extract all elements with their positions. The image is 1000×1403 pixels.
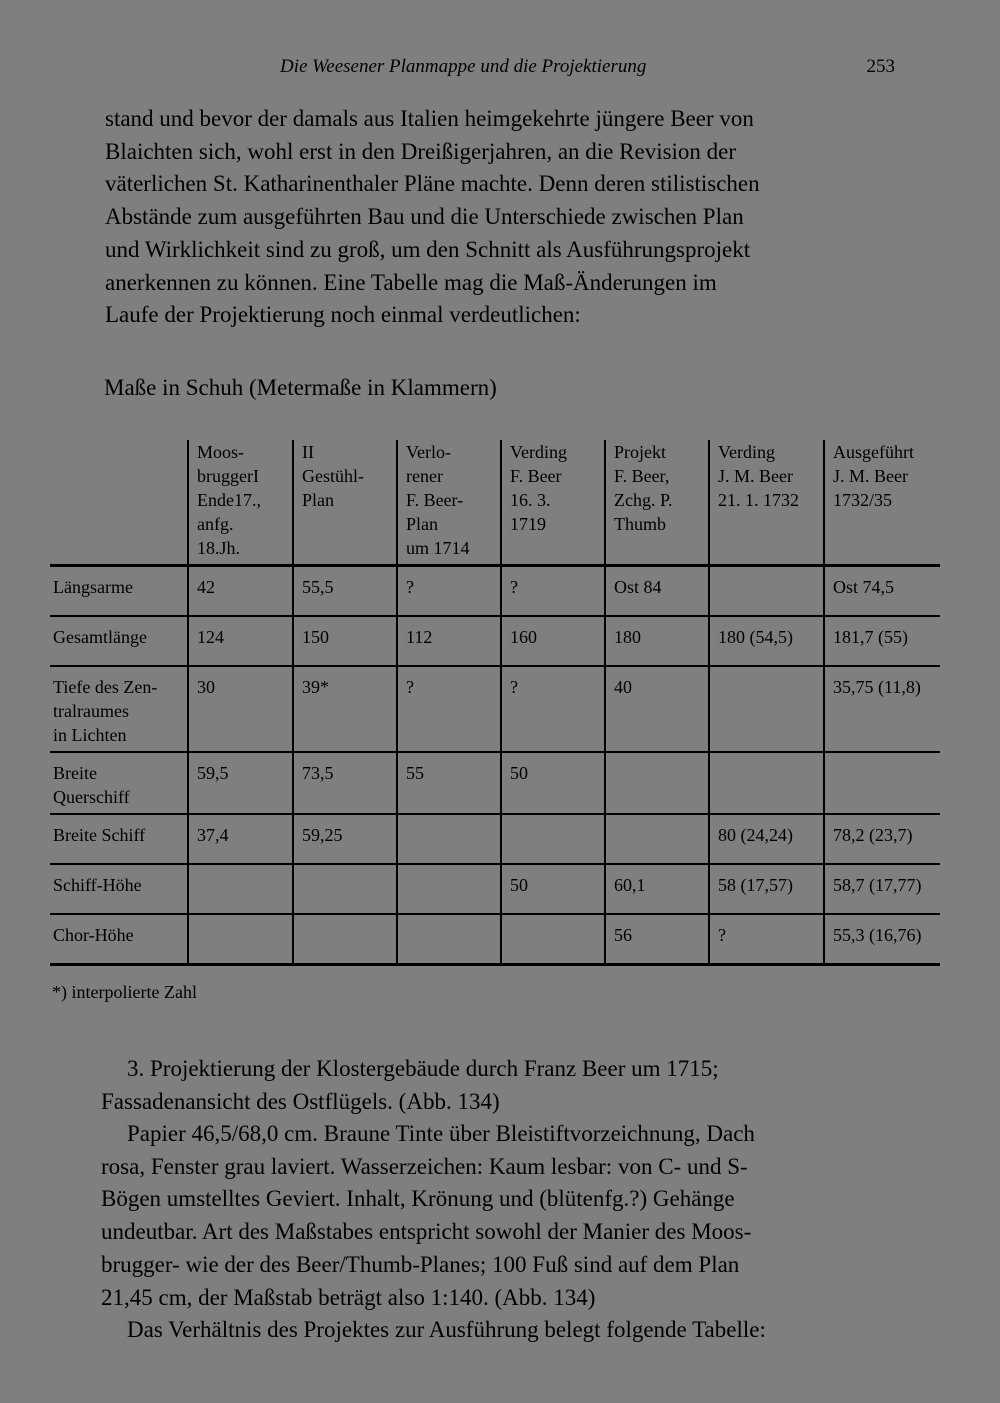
column-header: Verlo- rener F. Beer- Plan um 1714 (397, 440, 501, 566)
table-cell (709, 666, 824, 752)
table-row (50, 616, 940, 666)
measurements-table (50, 440, 940, 966)
text-line: anerkennen zu können. Eine Tabelle mag die Maß-Änderungen im (105, 269, 717, 295)
table-cell (605, 814, 709, 864)
text-line: 3. Projektierung der Klostergebäude durch Franz Beer um 1715; (127, 1056, 719, 1081)
column-header: II Gestühl- Plan (293, 440, 397, 566)
table-cell (709, 566, 824, 617)
table-cell: 39* (293, 666, 397, 752)
text-line: 21,45 cm, der Maßstab beträgt also 1:140. (Abb. 134) (101, 1284, 596, 1310)
table-cell: ? (501, 666, 605, 752)
table-cell: ? (501, 566, 605, 617)
section-heading (101, 1053, 891, 1118)
table-row (50, 566, 940, 617)
table-cell: 58,7 (17,77) (824, 864, 940, 914)
text-line: rosa, Fenster grau laviert. Wasserzeichen: Kaum lesbar: von C- und S- (101, 1153, 748, 1179)
table-cell: 35,75 (11,8) (824, 666, 940, 752)
table-cell: 59,25 (293, 814, 397, 864)
text-line: Abstände zum ausgeführten Bau und die Unterschiede zwischen Plan (105, 204, 744, 230)
table-cell: Ost 74,5 (824, 566, 940, 617)
header-corner (50, 440, 188, 566)
table-cell: 78,2 (23,7) (824, 814, 940, 864)
row-label: Breite Schiff (53, 825, 146, 845)
table-cell: ? (709, 914, 824, 965)
table-cell (397, 864, 501, 914)
table-cell: Ost 84 (605, 566, 709, 617)
column-header: Moos- bruggerI Ende17., anfg. 18.Jh. (188, 440, 293, 566)
running-header (100, 56, 895, 82)
table-row (50, 914, 940, 965)
table-cell (188, 864, 293, 914)
intro-paragraph (105, 103, 895, 332)
table-cell: 124 (188, 616, 293, 666)
table-cell: 55 (397, 752, 501, 814)
table-cell (293, 914, 397, 965)
table-cell: 180 (605, 616, 709, 666)
table-cell: 50 (501, 752, 605, 814)
table-cell (709, 752, 824, 814)
table-cell: 42 (188, 566, 293, 617)
table-cell: 50 (501, 864, 605, 914)
table-cell: 150 (293, 616, 397, 666)
row-label: Tiefe des Zen- tralraumes in Lichten (53, 677, 158, 745)
text-line: Laufe der Projektierung noch einmal verdeutlichen: (105, 302, 581, 328)
table-row (50, 752, 940, 814)
table-cell (605, 752, 709, 814)
column-header: Projekt F. Beer, Zchg. P. Thumb (605, 440, 709, 566)
table-row (50, 814, 940, 864)
text-line: und Wirklichkeit sind zu groß, um den Schnitt als Ausführungsprojekt (105, 236, 751, 262)
table-cell: 40 (605, 666, 709, 752)
table-cell: 80 (24,24) (709, 814, 824, 864)
text-line: Das Verhältnis des Projektes zur Ausführung belegt folgende Tabelle: (127, 1317, 766, 1343)
footnote: *) interpolierte Zahl (52, 982, 197, 1002)
table-cell: 58 (17,57) (709, 864, 824, 914)
text-line: Fassadenansicht des Ostflügels. (Abb. 134) (101, 1088, 500, 1114)
row-label: Gesamtlänge (53, 627, 147, 647)
table-cell (188, 914, 293, 965)
text-line: Blaichten sich, wohl erst in den Dreißigerjahren, an die Revision der (105, 138, 737, 164)
table-cell: ? (397, 666, 501, 752)
table-cell: 55,3 (16,76) (824, 914, 940, 965)
row-label: Schiff-Höhe (53, 875, 142, 895)
table-cell (501, 814, 605, 864)
row-label: Chor-Höhe (53, 925, 134, 945)
table-row (50, 666, 940, 752)
table-cell (824, 752, 940, 814)
table-caption: Maße in Schuh (Metermaße in Klammern) (104, 375, 497, 400)
row-label: Längsarme (53, 577, 133, 597)
text-line: stand und bevor der damals aus Italien heimgekehrte jüngere Beer von (105, 106, 754, 131)
text-line: Papier 46,5/68,0 cm. Braune Tinte über Bleistiftvorzeichnung, Dach (127, 1121, 755, 1146)
table-cell: 56 (605, 914, 709, 965)
column-header: Ausgeführt J. M. Beer 1732/35 (824, 440, 940, 566)
page-number: 253 (866, 56, 895, 77)
table-row (50, 864, 940, 914)
body-paragraph (101, 1118, 891, 1347)
table-cell: 180 (54,5) (709, 616, 824, 666)
table-cell: 112 (397, 616, 501, 666)
column-header: Verding F. Beer 16. 3. 1719 (501, 440, 605, 566)
text-line: brugger- wie der des Beer/Thumb-Planes; 100 Fuß sind auf dem Plan (101, 1251, 740, 1277)
table-cell: 59,5 (188, 752, 293, 814)
table-cell: 160 (501, 616, 605, 666)
text-line: Bögen umstelltes Geviert. Inhalt, Krönung und (blütenfg.?) Gehänge (101, 1186, 735, 1212)
table-cell: 181,7 (55) (824, 616, 940, 666)
table-header-row (50, 440, 940, 566)
table-cell (397, 814, 501, 864)
table-cell: ? (397, 566, 501, 617)
table-cell (397, 914, 501, 965)
table-cell: 30 (188, 666, 293, 752)
row-label: Breite Querschiff (53, 763, 130, 807)
text-line: undeutbar. Art des Maßstabes entspricht sowohl der Manier des Moos- (101, 1219, 752, 1245)
table-cell: 37,4 (188, 814, 293, 864)
table-cell (501, 914, 605, 965)
column-header: Verding J. M. Beer 21. 1. 1732 (709, 440, 824, 566)
table-cell: 55,5 (293, 566, 397, 617)
table-cell: 73,5 (293, 752, 397, 814)
table-cell: 60,1 (605, 864, 709, 914)
table-cell (293, 864, 397, 914)
running-title: Die Weesener Planmappe und die Projektierung (280, 56, 647, 77)
text-line: väterlichen St. Katharinenthaler Pläne machte. Denn deren stilistischen (105, 171, 760, 197)
